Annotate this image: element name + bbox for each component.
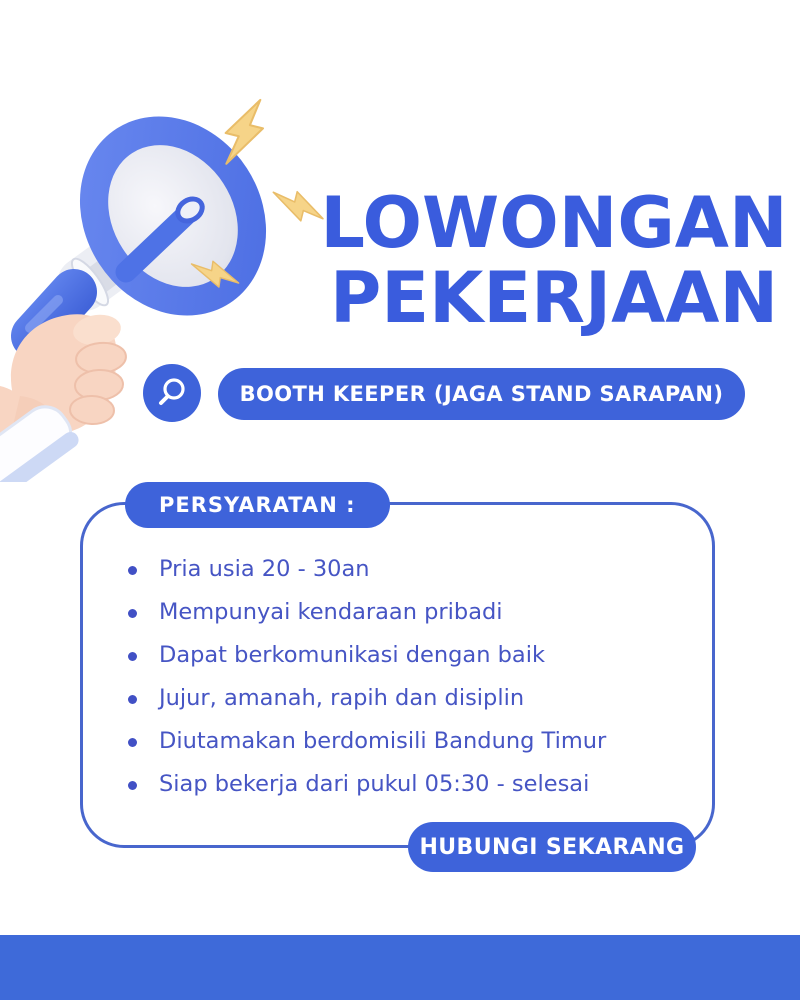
footer-bar (0, 935, 800, 1000)
bullet-icon (128, 695, 137, 704)
list-item-text: Mempunyai kendaraan pribadi (159, 599, 503, 625)
hubungi-sekarang-button[interactable]: HUBUNGI SEKARANG (408, 822, 696, 872)
search-badge (143, 364, 201, 422)
list-item-text: Jujur, amanah, rapih dan disiplin (159, 685, 525, 711)
bullet-icon (128, 566, 137, 575)
list-item-text: Diutamakan berdomisili Bandung Timur (159, 728, 607, 754)
job-position-pill[interactable]: BOOTH KEEPER (JAGA STAND SARAPAN) (218, 368, 745, 420)
list-item (128, 634, 688, 677)
bullet-icon (128, 652, 137, 661)
bullet-icon (128, 738, 137, 747)
bullet-icon (128, 781, 137, 790)
list-item-text: Siap bekerja dari pukul 05:30 - selesai (159, 771, 590, 797)
page-title (316, 182, 792, 339)
list-item-text: Dapat berkomunikasi dengan baik (159, 642, 545, 668)
list-item (128, 591, 688, 634)
bullet-icon (128, 609, 137, 618)
list-item-text: Pria usia 20 - 30an (159, 556, 370, 582)
list-item (128, 548, 688, 591)
title-line-1: LOWONGAN (320, 182, 788, 264)
search-icon (155, 376, 189, 410)
list-item (128, 720, 688, 763)
list-item (128, 763, 688, 806)
requirements-list (128, 548, 688, 806)
list-item (128, 677, 688, 720)
requirements-heading: PERSYARATAN : (125, 482, 390, 528)
title-line-2: PEKERJAAN (329, 257, 779, 339)
